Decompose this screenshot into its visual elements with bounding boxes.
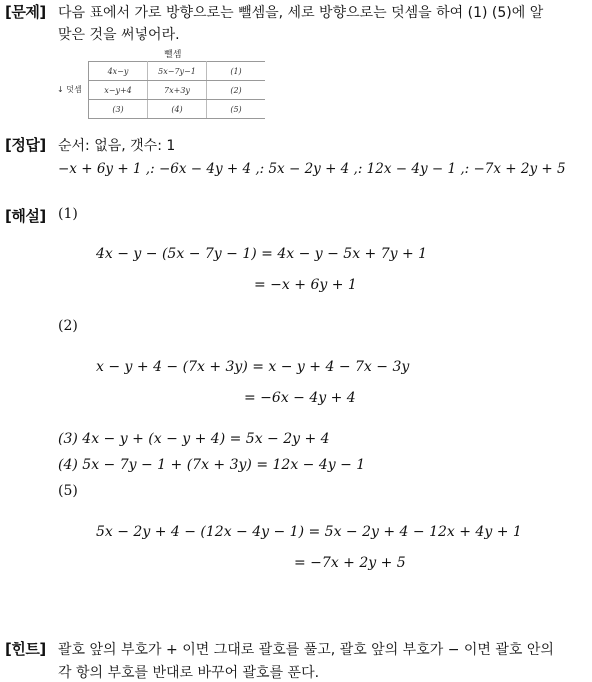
- problem-line-2: 맞은 것을 써넣어라.: [58, 27, 180, 43]
- problem-table: [88, 61, 265, 119]
- explanation-label: [해설]: [5, 207, 46, 225]
- step-1-equation: 4x − y − (5x − 7y − 1) = 4x − y − 5x + 7y + 1: [96, 246, 428, 262]
- table-row-label-addition: ↓ 덧셈: [57, 85, 82, 94]
- step-1-result: = −x + 6y + 1: [254, 277, 357, 293]
- table-cell: (3): [89, 100, 148, 119]
- problem-line-1: 다음 표에서 가로 방향으로는 뺄셈을, 세로 방향으로는 덧셈을 하여 (1) (5)에 알: [58, 5, 544, 21]
- table-cell: 5x−7y−1: [148, 62, 207, 81]
- step-5-result: = −7x + 2y + 5: [294, 555, 406, 571]
- answer-meta: 순서: 없음, 갯수: 1: [58, 138, 176, 154]
- answer-expression: −x + 6y + 1 ,: −6x − 4y + 4 ,: 5x − 2y + 4 ,: 12x − 4y − 1 ,: −7x + 2y + 5: [58, 161, 566, 177]
- step-2-number: (2): [58, 318, 78, 334]
- hint-label: [힌트]: [5, 640, 46, 658]
- table-header-subtraction: 뺄셈: [164, 50, 182, 60]
- step-2-equation: x − y + 4 − (7x + 3y) = x − y + 4 − 7x − 3y: [96, 359, 410, 375]
- step-3: (3) 4x − y + (x − y + 4) = 5x − 2y + 4: [58, 431, 330, 447]
- hint-line-1: 괄호 앞의 부호가 + 이면 그대로 괄호를 풀고, 괄호 앞의 부호가 − 이면 괄호 안의: [58, 642, 554, 658]
- table-cell: (1): [207, 62, 266, 81]
- hint-line-2: 각 항의 부호를 반대로 바꾸어 괄호를 푼다.: [58, 665, 320, 681]
- table-row: [89, 81, 266, 100]
- table-cell: (5): [207, 100, 266, 119]
- step-2-result: = −6x − 4y + 4: [244, 390, 356, 406]
- table-cell: (2): [207, 81, 266, 100]
- table-cell: 7x+3y: [148, 81, 207, 100]
- step-5-number: (5): [58, 483, 78, 499]
- table-cell: 4x−y: [89, 62, 148, 81]
- step-5-equation: 5x − 2y + 4 − (12x − 4y − 1) = 5x − 2y + 4 − 12x + 4y + 1: [96, 524, 522, 540]
- step-1-number: (1): [58, 206, 78, 222]
- answer-label: [정답]: [5, 136, 46, 154]
- table-row: [89, 62, 266, 81]
- table-row: [89, 100, 266, 119]
- table-cell: (4): [148, 100, 207, 119]
- table-cell: x−y+4: [89, 81, 148, 100]
- problem-label: [문제]: [5, 3, 46, 21]
- step-4: (4) 5x − 7y − 1 + (7x + 3y) = 12x − 4y − 1: [58, 457, 366, 473]
